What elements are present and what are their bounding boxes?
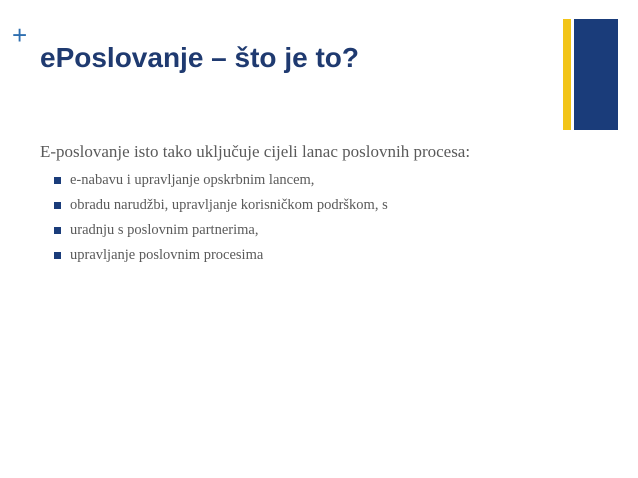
bullet-square-icon: [54, 177, 61, 184]
bullet-item-nabava: [40, 169, 600, 194]
bullet-square-icon: [54, 227, 61, 234]
bullet-text: uradnju s poslovnim partnerima,: [70, 222, 259, 238]
intro-text: E-poslovanje isto tako uključuje cijeli lanac poslovnih procesa:: [40, 142, 471, 161]
bullet-list: [40, 169, 600, 269]
bullet-text: upravljanje poslovnim procesima: [70, 247, 264, 263]
bullet-square-icon: [54, 252, 61, 259]
bullet-item-procesi: [40, 244, 600, 269]
bullet-text: obradu narudžbi, upravljanje korisničkom podrškom, s: [70, 197, 388, 213]
bullet-item-narudzbe: [40, 194, 600, 219]
slide-title: ePoslovanje – što je to?: [40, 42, 359, 73]
bullet-text: e-nabavu i upravljanje opskrbnim lancem,: [70, 172, 315, 188]
accent-bar-yellow: [563, 19, 571, 130]
bullet-square-icon: [54, 202, 61, 209]
plus-icon: +: [12, 20, 28, 50]
accent-bar-blue: [574, 19, 618, 130]
bullet-item-partneri: [40, 219, 600, 244]
slide-content: [40, 140, 600, 269]
